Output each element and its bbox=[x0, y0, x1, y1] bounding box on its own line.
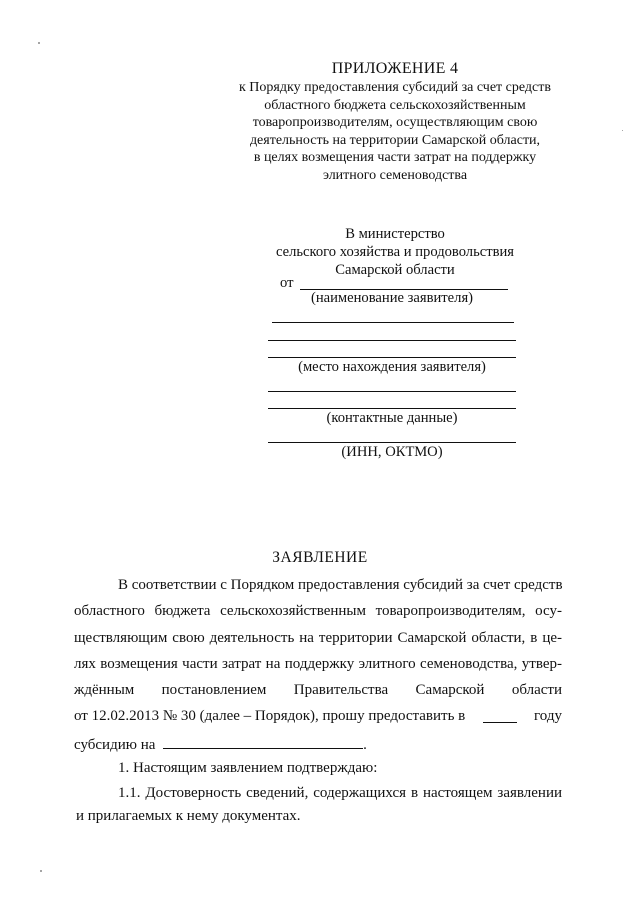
paragraph-1: 1. Настоящим заявлением подтверждаю: bbox=[118, 760, 378, 776]
contact-line-2[interactable] bbox=[268, 408, 516, 409]
scan-speck bbox=[622, 130, 623, 131]
scan-speck bbox=[38, 42, 40, 44]
statement-line: В соответствии с Порядком предоставления субсидий за счет средств bbox=[118, 577, 563, 593]
appendix-title: ПРИЛОЖЕНИЕ 4 bbox=[331, 60, 459, 77]
statement-line: ществляющим свою деятельность на территории Самарской области, в це- bbox=[74, 630, 562, 646]
statement-word: Правительства bbox=[293, 682, 389, 698]
inn-line[interactable] bbox=[268, 442, 516, 443]
paragraph-1-1: 1.1. Достоверность сведений, содержащихся в настоящем заявлении bbox=[118, 785, 562, 801]
statement-line: областного бюджета сельскохозяйственным товаропроизводителям, осу- bbox=[74, 603, 562, 619]
statement-text: от 12.02.2013 № 30 (далее – Порядок), прошу предоставить в bbox=[74, 708, 466, 724]
statement-text: субсидию на bbox=[74, 737, 156, 753]
addressee-block bbox=[260, 225, 530, 279]
applicant-location-caption: (место нахождения заявителя) bbox=[298, 359, 486, 375]
contact-line-1[interactable] bbox=[268, 391, 516, 392]
statement-text: году bbox=[534, 708, 562, 724]
appendix-line: к Порядку предоставления субсидий за счет средств bbox=[239, 80, 551, 95]
statement-word: постановлением bbox=[161, 682, 267, 698]
paragraph-1-1-cont: и прилагаемых к нему документах. bbox=[76, 808, 301, 824]
statement-title: ЗАЯВЛЕНИЕ bbox=[272, 549, 368, 566]
appendix-line: в целях возмещения части затрат на поддержку bbox=[253, 150, 537, 165]
applicant-name-caption: (наименование заявителя) bbox=[310, 290, 474, 306]
statement-word: области bbox=[511, 682, 562, 698]
appendix-line: деятельность на территории Самарской области, bbox=[249, 132, 541, 148]
statement-line-6 bbox=[74, 708, 562, 725]
addressee-line: сельского хозяйства и продовольствия bbox=[275, 244, 515, 260]
scan-speck bbox=[40, 870, 42, 872]
addressee-line: В министерство bbox=[345, 226, 445, 242]
statement-line-5 bbox=[74, 682, 562, 699]
statement-line: лях возмещения части затрат на поддержку элитного семеноводства, утвер- bbox=[74, 656, 562, 672]
statement-word: ждённым bbox=[74, 682, 135, 698]
appendix-line: областного бюджета сельскохозяйственным bbox=[264, 97, 526, 113]
inn-caption: (ИНН, ОКТМО) bbox=[341, 444, 443, 460]
appendix-header bbox=[200, 59, 590, 184]
applicant-location-line-1[interactable] bbox=[268, 340, 516, 341]
appendix-line: товаропроизводителям, осуществляющим свою bbox=[252, 115, 538, 130]
addressee-line: Самарской области bbox=[335, 262, 455, 278]
contact-caption: (контактные данные) bbox=[326, 410, 458, 426]
appendix-line: элитного семеноводства bbox=[322, 167, 468, 183]
year-field[interactable] bbox=[483, 708, 517, 723]
applicant-name-line-2[interactable] bbox=[272, 322, 514, 323]
from-label: от bbox=[280, 275, 294, 291]
subsidy-amount-field[interactable] bbox=[163, 734, 363, 749]
statement-word: Самарской bbox=[415, 682, 485, 698]
statement-text: . bbox=[363, 737, 367, 753]
applicant-location-line-2[interactable] bbox=[268, 357, 516, 358]
statement-line-7 bbox=[74, 734, 562, 754]
